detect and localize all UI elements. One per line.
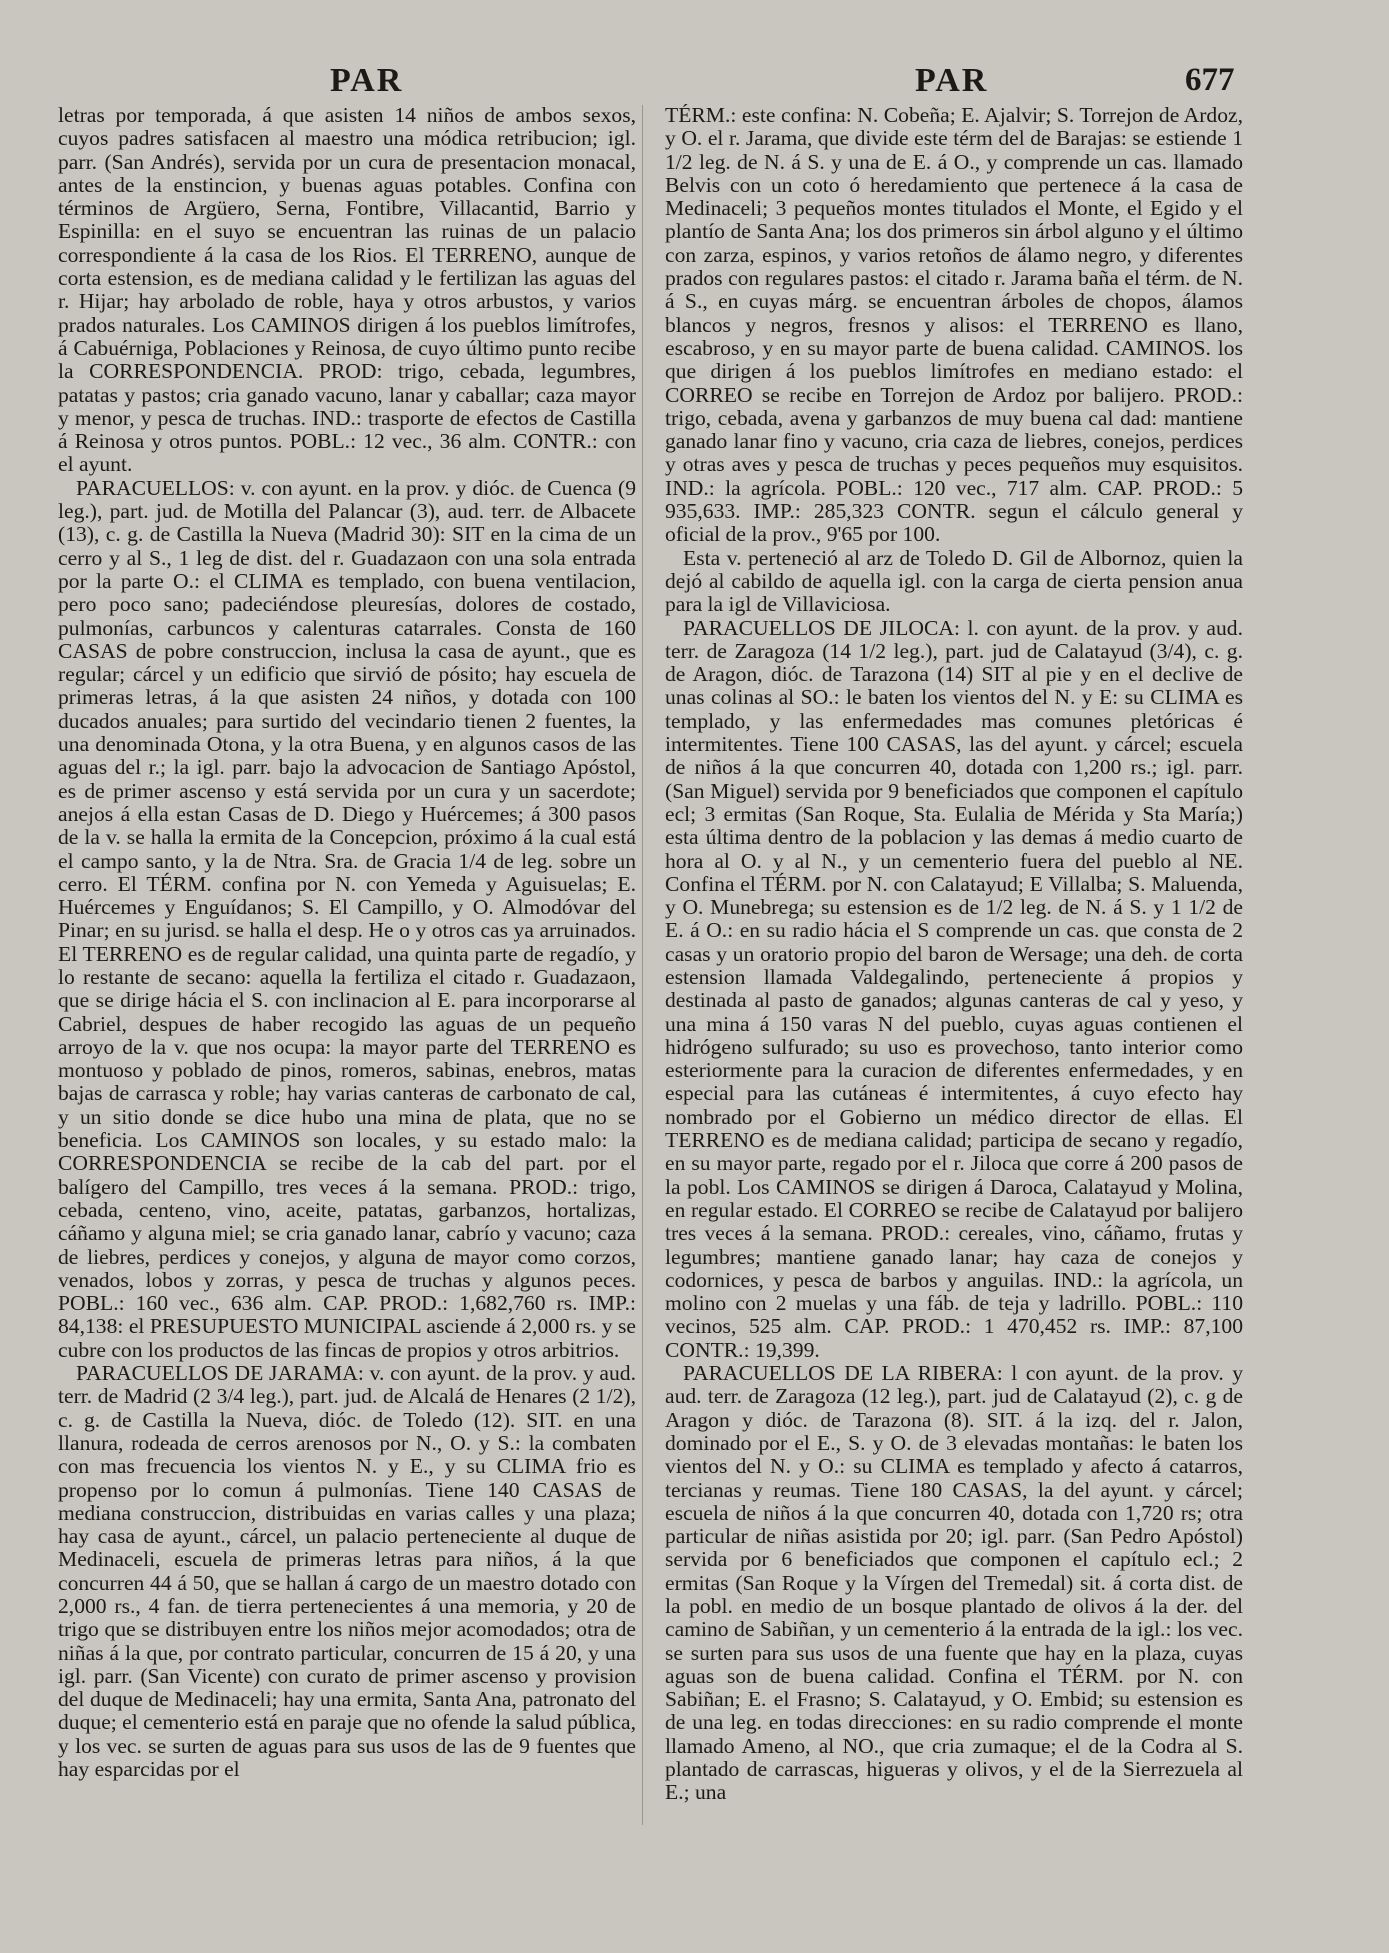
history-note: Esta v. perteneció al arz de Toledo D. Gil de Albornoz, quien la dejó al cabildo de aquella igl. con la carga de cierta pension anua para la igl de Villaviciosa. xyxy=(665,545,1243,617)
entry-paracuellos-de-jarama: PARACUELLOS DE JARAMA: v. con ayunt. de la prov. y aud. terr. de Madrid (2 3/4 leg.), part. jud. de Alcalá de Henares (2 1/2), c. g. de Castilla la Nueva, dióc. de Toledo (12). SIT. en una llanura, rodeada de cerros arenosos por N., O. y S.: la combaten con mas frecuencia los vientos N. y E., y su CLIMA frio es propenso por lo comun á pulmonías. Tiene 140 CASAS de mediana construccion, distribuidas en varias calles y una plaza; hay casa de ayunt., cárcel, un palacio perteneciente al duque de Medinaceli, escuela de primeras letras para niños, á la que concurren 44 á 50, que se hallan á cargo de un maestro dotado con 2,000 rs., 4 fan. de tierra pertenecientes á una memoria, y 20 de trigo que se distribuyen entre los niños mejor acomodados; otra de niñas á la que, por contrato particular, concurren de 15 á 20, y una igl. parr. (San Vicente) con curato de primer ascenso y provision del duque de Medinaceli; hay una ermita, Santa Ana, patronato del duque; el cementerio está en paraje que no ofende la salud pública, y los vec. se surten de aguas para sus usos de las de 9 fuentes que hay esparcidas por el xyxy=(58,1361,636,1782)
page-number: 677 xyxy=(1185,62,1235,98)
entry-paragraph: letras por temporada, á que asisten 14 niños de ambos sexos, cuyos padres satisfacen al maestro una módica retribucion; igl. parr. (San Andrés), servida por un cura de presentacion monacal, antes de la enstincion, y buenas aguas potables. Confina con términos de Argüero, Serna, Fontibre, Villacantid, Barrio y Espinilla: en el suyo se encuentran las ruinas de un palacio correspondiente á la casa de los Rios. El TERRENO, aunque de corta estension, es de mediana calidad y le fertilizan las aguas del r. Hijar; hay arbolado de roble, haya y otros arbustos, y varios prados naturales. Los CAMINOS dirigen á los pueblos limítrofes, á Cabuérniga, Poblaciones y Reinosa, de cuyo último punto recibe la CORRESPONDENCIA. PROD: trigo, cebada, legumbres, patatas y pastos; cria ganado vacuno, lanar y caballar; caza mayor y menor, y pesca de truchas. IND.: trasporte de efectos de Castilla á Reinosa y otros puntos. POBL.: 12 vec., 36 alm. CONTR.: con el ayunt. xyxy=(58,104,636,477)
left-column xyxy=(58,104,636,1904)
entry-paracuellos-de-la-ribera: PARACUELLOS DE LA RIBERA: l con ayunt. de la prov. y aud. terr. de Zaragoza (12 leg.), part. jud de Calatayud (2), c. g de Aragon y dióc. de Tarazona (8). SIT. á la izq. del r. Jalon, dominado por el E., S. y O. de 3 elevadas montañas: le baten los vientos del N. y O.: su CLIMA es templado y afecto á catarros, tercianas y reumas. Tiene 180 CASAS, la del ayunt. y cárcel; escuela de niños á la que concurren 40, dotada con 1,720 rs; otra particular de niñas asistida por 20; igl. parr. (San Pedro Apóstol) servida por 6 beneficiados que componen el capítulo ecl.; 2 ermitas (San Roque y la Vírgen del Tremedal) sit. á corta dist. de la pobl. en medio de un bosque plantado de olivos á la der. del camino de Sabiñan, y un cementerio á la entrada de la igl.: los vec. se surten para sus usos de una fuente que hay en la plaza, cuyas aguas son de buena calidad. Confina el TÉRM. por N. con Sabiñan; E. el Frasno; S. Calatayud, y O. Embid; su estension es de una leg. en todas direcciones: en su radio comprende el monte llamado Ameno, al NO., que cria zumaque; el de la Codra al S. plantado de carrascas, higueras y olivos, y el de la Sierrezuela al E.; una xyxy=(665,1361,1243,1805)
right-column xyxy=(665,104,1243,1904)
entry-paracuellos-de-jiloca: PARACUELLOS DE JILOCA: l. con ayunt. de la prov. y aud. terr. de Zaragoza (14 1/2 leg.), part. jud de Calatayud (3/4), c. g. de Aragon, dióc. de Tarazona (14) SIT al pie y en el declive de unas colinas al SO.: le baten los vientos del N. y E: su CLIMA es templado, y las enfermedades mas comunes pletóricas é intermitentes. Tiene 100 CASAS, las del ayunt. y cárcel; escuela de niños á la que concurren 40, dotada con 1,200 rs.; igl. parr. (San Miguel) servida por 9 beneficiados que componen el capítulo ecl; 3 ermitas (San Roque, Sta. Eulalia de Mérida y Sta María;) esta última dentro de la poblacion y las demas á medio cuarto de hora al O. y al N., y un cementerio fuera del pueblo al NE. Confina el TÉRM. por N. con Calatayud; E Villalba; S. Maluenda, y O. Munebrega; su estension es de 1/2 leg. de N. á S. y 1 1/2 de E. á O.: en su radio hácia el S comprende un cas. que consta de 2 casas y un oratorio propio del baron de Wersage; una deh. de corta estension llamada Valdegalindo, perteneciente á propios y destinada al pasto de ganados; algunas canteras de cal y yeso, y una mina á 150 varas N del pueblo, cuyas aguas contienen el hidrógeno sulfurado; su uso es provechoso, tanto interior como esteriormente para la curacion de diferentes enfermedades, y en especial para las cutáneas é intermitentes, á cuyo efecto hay nombrado por el Gobierno un médico director de ellas. El TERRENO es de mediana calidad; participa de secano y regadío, en su mayor parte, regado por el r. Jiloca que corre á 200 pasos de la pobl. Los CAMINOS se dirigen á Daroca, Calatayud y Molina, en regular estado. El CORREO se recibe de Calatayud por balijero tres veces á la semana. PROD.: cereales, vino, cáñamo, frutas y legumbres; mantiene ganado lanar; hay caza de conejos y codornices, y pesca de barbos y anguilas. IND.: la agrícola, un molino con 2 muelas y una fáb. de teja y ladrillo. POBL.: 110 vecinos, 525 alm. CAP. PROD.: 1 470,452 rs. IMP.: 87,100 CONTR.: 19,399. xyxy=(665,615,1243,1362)
header-left-word: PAR xyxy=(330,62,404,99)
header-right-word: PAR xyxy=(915,62,989,99)
column-divider xyxy=(642,105,643,1825)
running-header xyxy=(0,58,1389,108)
entry-paracuellos: PARACUELLOS: v. con ayunt. en la prov. y dióc. de Cuenca (9 leg.), part. jud. de Motilla del Palancar (3), aud. terr. de Albacete (13), c. g. de Castilla la Nueva (Madrid 30): SIT en la cima de un cerro y al S., 1 leg de dist. del r. Guadazaon con una sola entrada por la parte O.: el CLIMA es templado, con buena ventilacion, pero poco sano; padeciéndose pleuresías, dolores de costado, pulmonías, carbuncos y calenturas catarrales. Consta de 160 CASAS de pobre construccion, inclusa la casa de ayunt., que es regular; cárcel y un edificio que sirvió de pósito; hay escuela de primeras letras, á la que asisten 24 niños, y dotada con 100 ducados anuales; para surtido del vecindario tienen 2 fuentes, la una denominada Otona, y la otra Buena, y en algunos casos de las aguas del r.; la igl. parr. bajo la advocacion de Santiago Apóstol, es de primer ascenso y está servida por un cura y un sacerdote; anejos á ella estan Casas de D. Diego y Huércemes; á 300 pasos de la v. se halla la ermita de la Concepcion, próximo á la cual está el campo santo, y la de Ntra. Sra. de Gracia 1/4 de leg. sobre un cerro. El TÉRM. confina por N. con Yemeda y Aguisuelas; E. Huércemes y Enguídanos; S. El Campillo, y O. Almodóvar del Pinar; en su jurisd. se halla el desp. He o y otros cas ya arruinados. El TERRENO es de regular calidad, una quinta parte de regadío, y lo restante de secano: aquella la fertiliza el citado r. Guadazaon, que se dirige hácia el S. con inclinacion al E. para incorporarse al Cabriel, despues de haber recogido las aguas de un pequeño arroyo de la v. que nos ocupa: la mayor parte del TERRENO es montuoso y poblado de pinos, romeros, sabinas, enebros, matas bajas de carrasca y roble; hay varias canteras de carbonato de cal, y un sitio donde se dice hubo una mina de plata, que no se beneficia. Los CAMINOS son locales, y su estado malo: la CORRESPONDENCIA se recibe de la cab del part. por el balígero del Campillo, tres veces á la semana. PROD.: trigo, cebada, centeno, vino, aceite, patatas, garbanzos, hortalizas, cáñamo y alguna miel; se cria ganado lanar, cabrío y vacuno; caza de liebres, perdices y conejos, y alguna de mayor como corzos, venados, lobos y zorras, y pesca de truchas y algunos peces. POBL.: 160 vec., 636 alm. CAP. PROD.: 1,682,760 rs. IMP.: 84,138: el PRESUPUESTO MUNICIPAL asciende á 2,000 rs. y se cubre con los productos de las fincas de propios y otros arbitrios. xyxy=(58,475,636,1362)
entry-paragraph: TÉRM.: este confina: N. Cobeña; E. Ajalvir; S. Torrejon de Ardoz, y O. el r. Jarama, que divide este térm del de Barajas: se estiende 1 1/2 leg. de N. á S. y una de E. á O., y comprende un cas. llamado Belvis con un coto ó heredamiento que pertenece á la casa de Medinaceli; 3 pequeños montes titulados el Monte, el Egido y el plantío de Santa Ana; los dos primeros sin árbol alguno y el último con zarza, espinos, y varios retoños de álamo negro, y diferentes prados con regulares pastos: el citado r. Jarama baña el térm. de N. á S., en cuyas márg. se encuentran árboles de chopos, álamos blancos y negros, fresnos y alisos: el TERRENO es llano, escabroso, y en su mayor parte de buena calidad. CAMINOS. los que dirigen á los pueblos limítrofes en mediano estado: el CORREO se recibe en Torrejon de Ardoz por balijero. PROD.: trigo, cebada, avena y garbanzos de muy buena cal dad: mantiene ganado lanar fino y vacuno, cria caza de liebres, conejos, perdices y otras aves y pesca de truchas y peces pequeños muy esquisitos. IND.: la agrícola. POBL.: 120 vec., 717 alm. CAP. PROD.: 5 935,633. IMP.: 285,323 CONTR. segun el cálculo general y oficial de la prov., 9'65 por 100. xyxy=(665,104,1243,547)
